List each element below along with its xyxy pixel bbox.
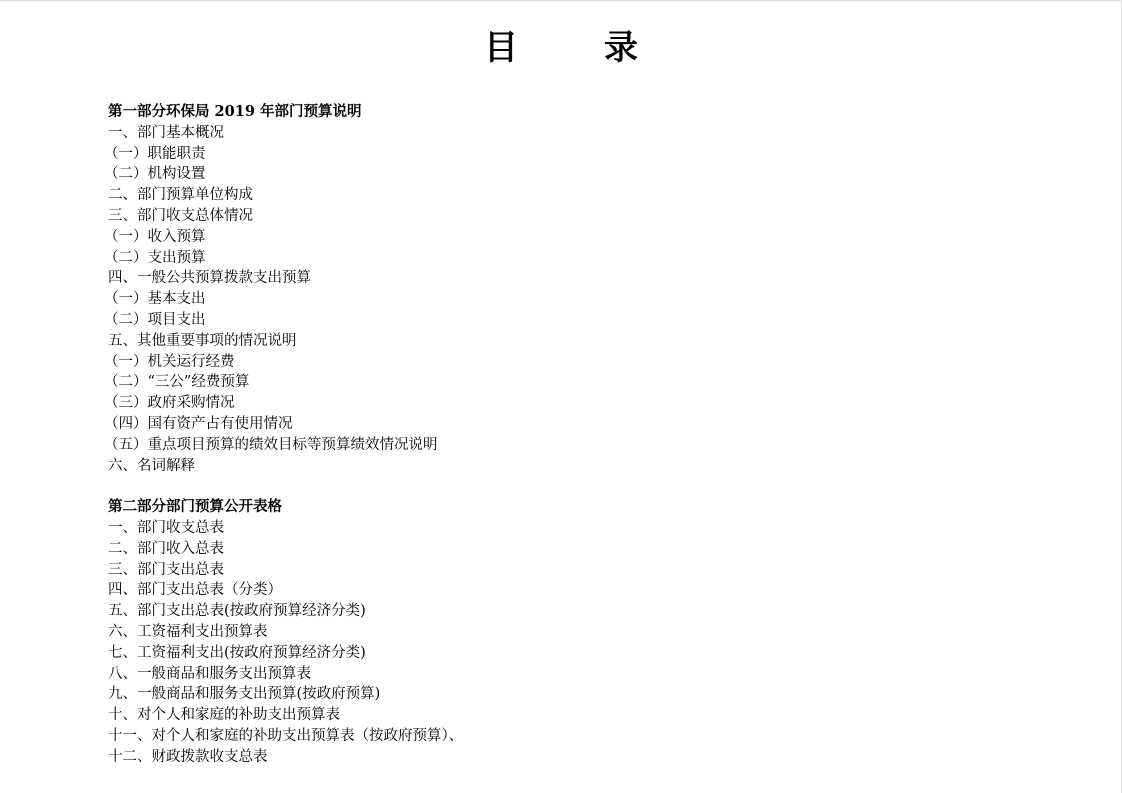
toc-subitem: （四）国有资产占有使用情况 — [104, 415, 293, 432]
toc-item: 五、其他重要事项的情况说明 — [108, 332, 297, 349]
toc-item: 十一、对个人和家庭的补助支出预算表（按政府预算）、 — [108, 727, 464, 744]
toc-subitem: （五）重点项目预算的绩效目标等预算绩效情况说明 — [104, 436, 438, 453]
toc-item: 二、部门预算单位构成 — [108, 187, 253, 204]
toc-item: 八、一般商品和服务支出预算表 — [108, 665, 311, 682]
part2-list — [108, 518, 1008, 768]
page-border-top — [0, 0, 1122, 1]
toc-item: 一、部门基本概况 — [108, 124, 224, 141]
part1-list — [104, 123, 1008, 477]
toc-subitem: （二）机构设置 — [104, 166, 206, 183]
toc-item: 七、工资福利支出(按政府预算经济分类) — [108, 644, 366, 661]
toc-subitem: （二）“三公”经费预算 — [104, 374, 250, 391]
toc-item: 三、部门支出总表 — [108, 561, 224, 578]
toc-subitem: （三）政府采购情况 — [104, 395, 235, 412]
toc-item: 二、部门收入总表 — [108, 540, 224, 557]
toc-item: 六、名词解释 — [108, 457, 195, 474]
toc-subitem: （二）项目支出 — [104, 311, 206, 328]
toc-item: 九、一般商品和服务支出预算(按政府预算) — [108, 686, 381, 703]
toc-item: 一、部门收支总表 — [108, 519, 224, 536]
toc-subitem: （一）职能职责 — [104, 145, 206, 162]
table-of-contents — [104, 102, 1008, 768]
toc-item: 十、对个人和家庭的补助支出预算表 — [108, 707, 340, 724]
part1-heading: 第一部分环保局 2019 年部门预算说明 — [108, 103, 362, 120]
document-title: 目 录 — [484, 28, 664, 68]
toc-item: 六、工资福利支出预算表 — [108, 623, 268, 640]
toc-subitem: （一）机关运行经费 — [104, 353, 235, 370]
toc-item: 十二、财政拨款收支总表 — [108, 748, 268, 765]
toc-subitem: （二）支出预算 — [104, 249, 206, 266]
toc-subitem: （一）收入预算 — [104, 228, 206, 245]
part2-heading: 第二部分部门预算公开表格 — [108, 498, 282, 516]
toc-item: 五、部门支出总表(按政府预算经济分类) — [108, 603, 366, 620]
toc-item: 三、部门收支总体情况 — [108, 207, 253, 224]
toc-item: 四、部门支出总表（分类） — [108, 582, 282, 599]
toc-item: 四、一般公共预算拨款支出预算 — [108, 270, 311, 287]
section-spacer — [108, 476, 1008, 497]
toc-subitem: （一）基本支出 — [104, 291, 206, 308]
